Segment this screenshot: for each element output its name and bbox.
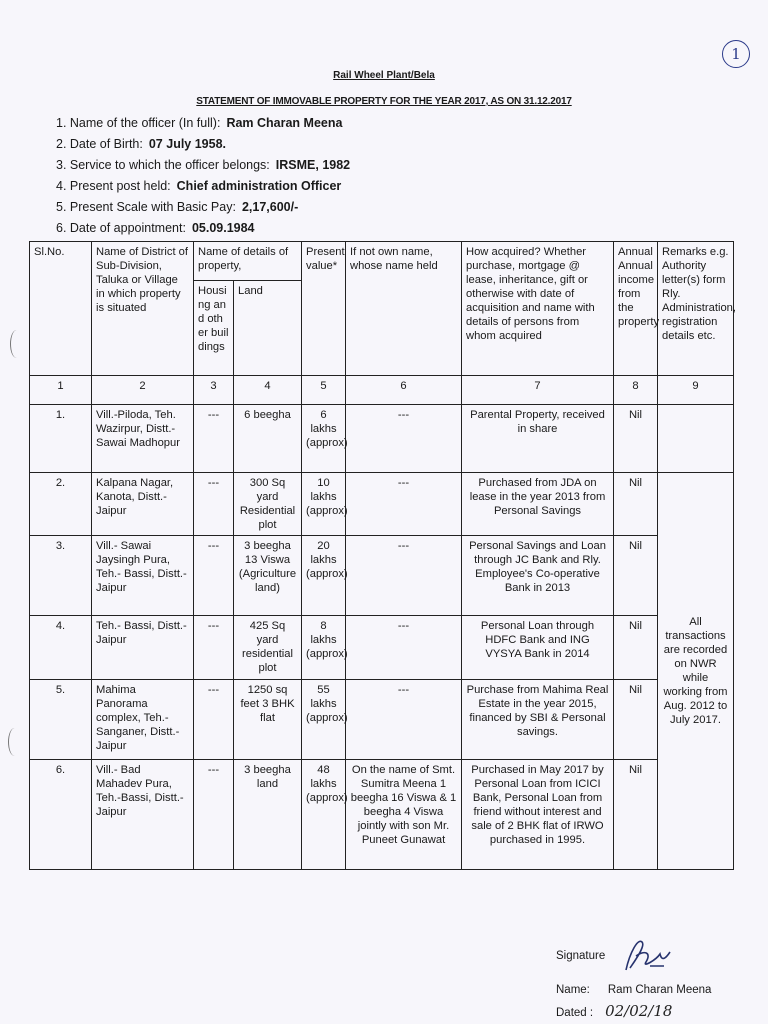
- cell-housing: ---: [194, 760, 234, 870]
- cell-land: 300 Sq yard Residential plot: [234, 473, 302, 536]
- officer-name-label: 1. Name of the officer (In full):: [56, 116, 221, 130]
- dob-label: 2. Date of Birth:: [56, 137, 143, 151]
- appointment-row: [56, 218, 350, 239]
- cell-housing: ---: [194, 473, 234, 536]
- cell-land: 3 beegha land: [234, 760, 302, 870]
- appointment-value: 05.09.1984: [191, 221, 255, 235]
- cell-remarks-empty: [658, 405, 734, 473]
- cell-housing: ---: [194, 616, 234, 680]
- handwritten-signature: [616, 932, 676, 980]
- column-number: 6: [346, 376, 462, 405]
- column-number: 3: [194, 376, 234, 405]
- cell-value: 55 lakhs (approx): [302, 680, 346, 760]
- dob-value: 07 July 1958.: [148, 137, 227, 151]
- cell-location: Teh.- Bassi, Distt.- Jaipur: [92, 616, 194, 680]
- cell-income: Nil: [614, 405, 658, 473]
- cell-land: 425 Sq yard residential plot: [234, 616, 302, 680]
- header-how-acquired: How acquired? Whether purchase, mortgage @ lease, inheritance, gift or otherwise with date of acquisition and name with details of persons from whom acquired: [462, 242, 614, 376]
- header-land: Land: [234, 281, 302, 376]
- table-row: [30, 536, 734, 616]
- cell-land: 3 beegha 13 Viswa (Agriculture land): [234, 536, 302, 616]
- column-number: 1: [30, 376, 92, 405]
- cell-land: 6 beegha: [234, 405, 302, 473]
- property-table: [29, 241, 734, 870]
- page-number-circle: [722, 40, 750, 68]
- officer-info: [56, 113, 350, 239]
- cell-name-held: On the name of Smt. Sumitra Meena 1 beegha 16 Viswa & 1 beegha 4 Viswa jointly with son Mr. Puneet Gunawat: [346, 760, 462, 870]
- punch-hole-mark: [8, 728, 21, 756]
- post-label: 4. Present post held:: [56, 179, 171, 193]
- cell-value: 6 lakhs (approx): [302, 405, 346, 473]
- cell-income: Nil: [614, 616, 658, 680]
- column-number: 8: [614, 376, 658, 405]
- dob-row: [56, 134, 350, 155]
- cell-value: 8 lakhs (approx): [302, 616, 346, 680]
- cell-how-acquired: Parental Property, received in share: [462, 405, 614, 473]
- cell-sl: 1.: [30, 405, 92, 473]
- officer-name-row: [56, 113, 350, 134]
- table-row: [30, 680, 734, 760]
- header-name-held: If not own name, whose name held: [346, 242, 462, 376]
- cell-name-held: ---: [346, 405, 462, 473]
- cell-sl: 5.: [30, 680, 92, 760]
- cell-sl: 2.: [30, 473, 92, 536]
- header-remarks: Remarks e.g. Authority letter(s) form Rly. Administration, registration details etc.: [658, 242, 734, 376]
- signatory-name: Ram Charan Meena: [607, 984, 712, 996]
- cell-name-held: ---: [346, 473, 462, 536]
- cell-housing: ---: [194, 405, 234, 473]
- cell-location: Mahima Panorama complex, Teh.- Sanganer, Distt.- Jaipur: [92, 680, 194, 760]
- header-housing: Housing and other buildings: [194, 281, 234, 376]
- signature-label: Signature: [556, 950, 606, 962]
- service-label: 3. Service to which the officer belongs:: [56, 158, 270, 172]
- cell-location: Vill.- Sawai Jaysingh Pura, Teh.- Bassi, Distt.- Jaipur: [92, 536, 194, 616]
- statement-title: STATEMENT OF IMMOVABLE PROPERTY FOR THE YEAR 2017, AS ON 31.12.2017: [196, 96, 572, 107]
- name-label: Name:: [556, 984, 590, 996]
- table-row: [30, 405, 734, 473]
- dated-value: 02/02/18: [605, 1002, 673, 1020]
- cell-name-held: ---: [346, 536, 462, 616]
- scale-value: 2,17,600/-: [241, 200, 299, 214]
- table-row: [30, 760, 734, 870]
- cell-value: 10 lakhs (approx): [302, 473, 346, 536]
- service-row: [56, 155, 350, 176]
- column-number: 4: [234, 376, 302, 405]
- header-location: Name of District of Sub-Division, Taluka or Village in which property is situated: [92, 242, 194, 376]
- cell-how-acquired: Personal Loan through HDFC Bank and ING VYSYA Bank in 2014: [462, 616, 614, 680]
- cell-sl: 6.: [30, 760, 92, 870]
- cell-how-acquired: Personal Savings and Loan through JC Bank and Rly. Employee's Co-operative Bank in 2013: [462, 536, 614, 616]
- cell-name-held: ---: [346, 680, 462, 760]
- cell-how-acquired: Purchased from JDA on lease in the year 2013 from Personal Savings: [462, 473, 614, 536]
- scale-label: 5. Present Scale with Basic Pay:: [56, 200, 236, 214]
- dated-label: Dated :: [556, 1007, 594, 1019]
- cell-sl: 3.: [30, 536, 92, 616]
- service-value: IRSME, 1982: [275, 158, 351, 172]
- header-present-value: Present value*: [302, 242, 346, 376]
- post-value: Chief administration Officer: [176, 179, 342, 193]
- column-number: 5: [302, 376, 346, 405]
- cell-value: 48 lakhs (approx): [302, 760, 346, 870]
- cell-remarks: All transactions are recorded on NWR while working from Aug. 2012 to July 2017.: [658, 473, 734, 870]
- scale-row: [56, 197, 350, 218]
- cell-sl: 4.: [30, 616, 92, 680]
- post-row: [56, 176, 350, 197]
- appointment-label: 6. Date of appointment:: [56, 221, 186, 235]
- table-row: [30, 473, 734, 536]
- organization-heading: Rail Wheel Plant/Bela: [333, 70, 435, 81]
- cell-location: Vill.-Piloda, Teh. Wazirpur, Distt.- Sawai Madhopur: [92, 405, 194, 473]
- dated-row: [556, 1002, 672, 1020]
- page-number: 1: [731, 45, 741, 63]
- cell-location: Vill.- Bad Mahadev Pura, Teh.-Bassi, Distt.- Jaipur: [92, 760, 194, 870]
- cell-income: Nil: [614, 536, 658, 616]
- cell-housing: ---: [194, 680, 234, 760]
- cell-how-acquired: Purchase from Mahima Real Estate in the year 2015, financed by SBI & Personal savings.: [462, 680, 614, 760]
- signatory-name-row: [556, 984, 711, 996]
- header-property-details: Name of details of property,: [194, 242, 302, 281]
- cell-income: Nil: [614, 760, 658, 870]
- cell-how-acquired: Purchased in May 2017 by Personal Loan from ICICI Bank, Personal Loan from friend without interest and sale of 2 BHK flat of IRWO purchased in 1995.: [462, 760, 614, 870]
- cell-value: 20 lakhs (approx): [302, 536, 346, 616]
- officer-name-value: Ram Charan Meena: [226, 116, 343, 130]
- cell-income: Nil: [614, 680, 658, 760]
- header-annual-income: Annual Annual income from the property: [614, 242, 658, 376]
- table-row: [30, 616, 734, 680]
- cell-income: Nil: [614, 473, 658, 536]
- header-sl-no: Sl.No.: [30, 242, 92, 376]
- punch-hole-mark: [10, 330, 23, 358]
- column-number-row: [30, 376, 734, 405]
- column-number: 7: [462, 376, 614, 405]
- column-number: 9: [658, 376, 734, 405]
- cell-location: Kalpana Nagar, Kanota, Distt.-Jaipur: [92, 473, 194, 536]
- cell-land: 1250 sq feet 3 BHK flat: [234, 680, 302, 760]
- cell-name-held: ---: [346, 616, 462, 680]
- column-number: 2: [92, 376, 194, 405]
- cell-housing: ---: [194, 536, 234, 616]
